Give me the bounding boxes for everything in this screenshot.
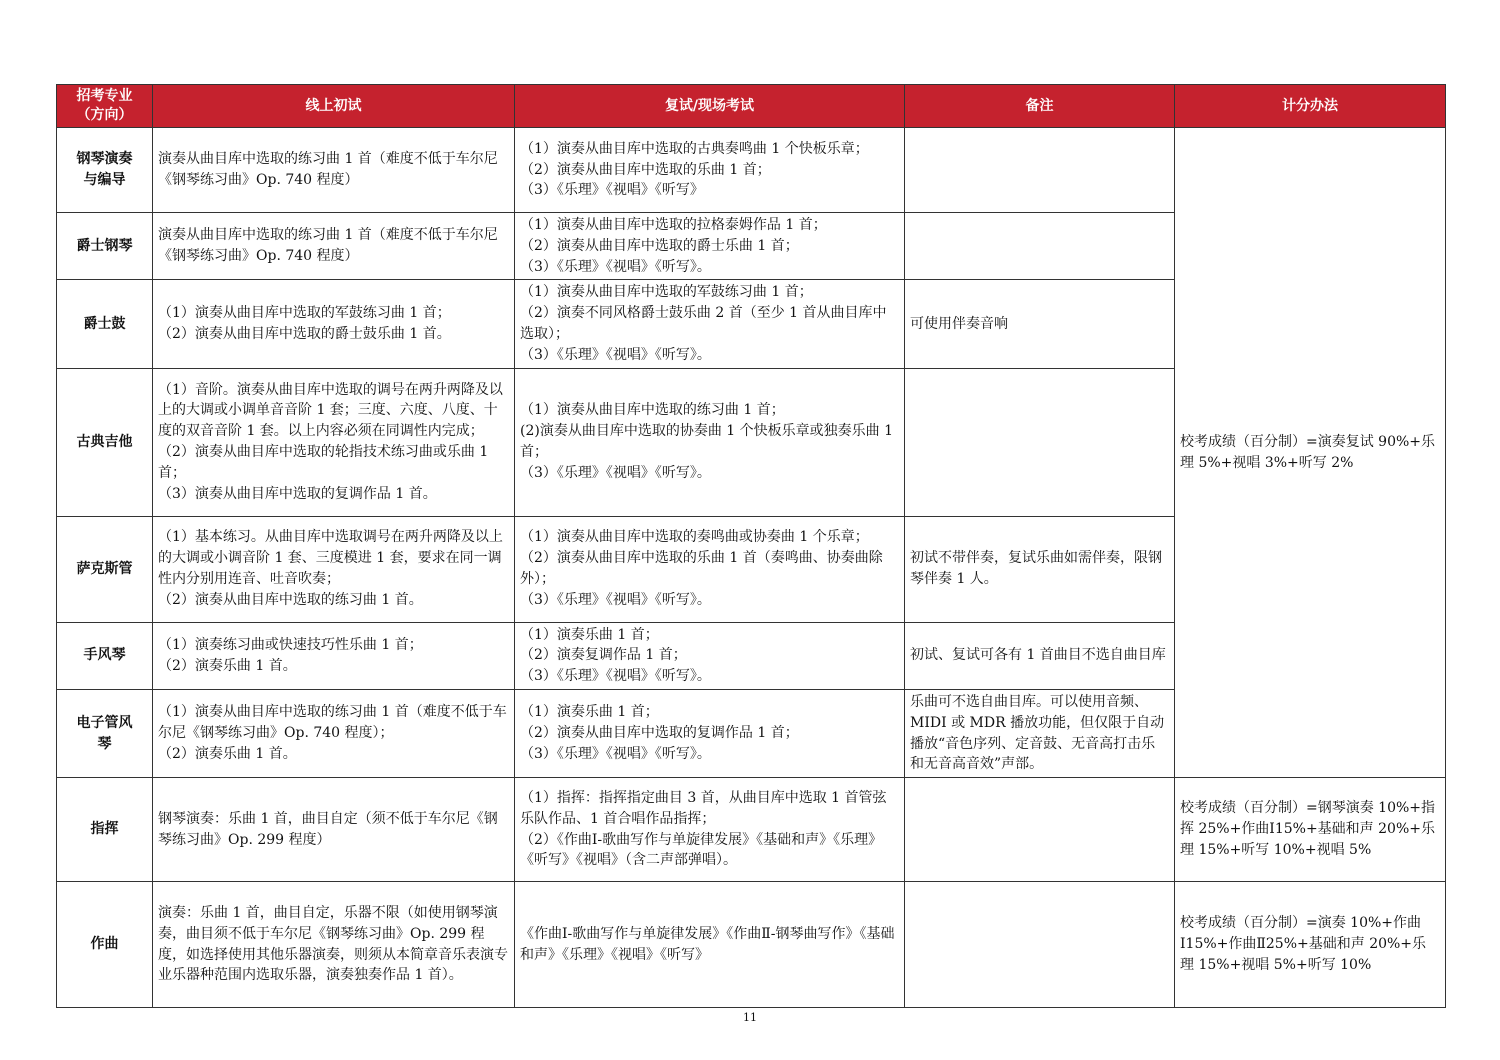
online-exam-cell-line: 演奏从曲目库中选取的练习曲 1 首（难度不低于车尔尼《钢琴练习曲》Op. 740 程度）: [158, 151, 498, 188]
notes-cell: 乐曲可不选自曲目库。可以使用音频、MIDI 或 MDR 播放功能，但仅限于自动播放“音色序列、定音鼓、无音高打击乐和无音高音效”声部。: [905, 689, 1175, 777]
online-exam-cell-line: （3）演奏从曲目库中选取的复调作品 1 首。: [158, 485, 437, 502]
retest-cell-line: （2）演奏复调作品 1 首；: [520, 647, 687, 664]
online-exam-cell-line: 演奏从曲目库中选取的练习曲 1 首（难度不低于车尔尼《钢琴练习曲》Op. 740 程度）: [158, 227, 498, 265]
major-name: 电子管风 琴: [57, 689, 153, 777]
retest-cell-line: （3）《乐理》《视唱》《听写》。: [520, 591, 711, 608]
online-exam-cell-line: （1）演奏从曲目库中选取的军鼓练习曲 1 首；: [158, 305, 451, 322]
retest-cell: [515, 128, 905, 213]
online-exam-cell: [153, 368, 515, 516]
retest-cell: [515, 882, 905, 1008]
admission-requirements-table: [56, 84, 1446, 1008]
online-exam-cell: [153, 280, 515, 368]
notes-cell: [905, 882, 1175, 1008]
major-name: 指挥: [57, 778, 153, 882]
retest-cell: [515, 280, 905, 368]
retest-cell-line: （2）演奏不同风格爵士鼓乐曲 2 首（至少 1 首从曲目库中选取）；: [520, 305, 887, 342]
retest-cell-line: （1）演奏乐曲 1 首；: [520, 626, 659, 643]
major-name: 爵士钢琴: [57, 213, 153, 280]
major-name: 萨克斯管: [57, 516, 153, 622]
online-exam-cell: [153, 622, 515, 689]
retest-cell-line: （2）演奏从曲目库中选取的复调作品 1 首；: [520, 725, 799, 742]
online-exam-cell: [153, 882, 515, 1008]
page-number: 11: [743, 1011, 757, 1024]
online-exam-cell-line: （1）音阶。演奏从曲目库中选取的调号在两升两降及以上的大调或小调单音音阶 1 套；三度、六度、八度、十度的双音音阶 1 套。以上内容必须在同调性内完成；: [158, 381, 503, 440]
retest-cell-line: （3）《乐理》《视唱》《听写》。: [520, 346, 711, 363]
online-exam-cell-line: （1）演奏练习曲或快速技巧性乐曲 1 首；: [158, 636, 423, 653]
online-exam-cell-line: （1）演奏从曲目库中选取的练习曲 1 首（难度不低于车尔尼《钢琴练习曲》Op. 740 程度）；: [158, 704, 507, 742]
retest-cell-line: （2）演奏从曲目库中选取的乐曲 1 首；: [520, 161, 771, 178]
scoring-method: 校考成绩（百分制）=钢琴演奏 10%+指挥 25%+作曲Ⅰ15%+基础和声 20%+乐理 15%+听写 10%+视唱 5%: [1175, 778, 1446, 882]
notes-cell: 初试、复试可各有 1 首曲目不选自曲目库: [905, 622, 1175, 689]
retest-cell-line: （3）《乐理》《视唱》《听写》。: [520, 668, 711, 685]
major-name: 爵士鼓: [57, 280, 153, 368]
header-online-exam: 线上初试: [153, 85, 515, 128]
table-row: [57, 128, 1446, 213]
retest-cell-line: （1）演奏从曲目库中选取的奏鸣曲或协奏曲 1 个乐章；: [520, 529, 869, 546]
online-exam-cell-line: 演奏：乐曲 1 首，曲目自定，乐器不限（如使用钢琴演奏，曲目须不低于车尔尼《钢琴练习曲》Op. 299 程度，如选择使用其他乐器演奏，则须从本简章音乐表演专业乐器种范围内选取乐器，演奏独奏作品 1 首）。: [158, 905, 508, 984]
major-name: 手风琴: [57, 622, 153, 689]
table-row: [57, 882, 1446, 1008]
online-exam-cell: [153, 516, 515, 622]
retest-cell-line: （3）《乐理》《视唱》《听写》。: [520, 464, 711, 481]
retest-cell-line: （3）《乐理》《视唱》《听写》。: [520, 258, 711, 275]
retest-cell: [515, 213, 905, 280]
online-exam-cell: [153, 213, 515, 280]
notes-cell: [905, 778, 1175, 882]
retest-cell-line: （1）指挥：指挥指定曲目 3 首，从曲目库中选取 1 首管弦乐队作品、1 首合唱作品指挥；: [520, 790, 887, 827]
retest-cell: [515, 778, 905, 882]
online-exam-cell-line: （2）演奏乐曲 1 首。: [158, 657, 297, 674]
retest-cell: [515, 689, 905, 777]
table-row: [57, 778, 1446, 882]
online-exam-cell-line: （2）演奏从曲目库中选取的爵士鼓乐曲 1 首。: [158, 325, 451, 342]
scoring-method: 校考成绩（百分制）=演奏 10%+作曲Ⅰ15%+作曲Ⅱ25%+基础和声 20%+乐理 15%+视唱 5%+听写 10%: [1175, 882, 1446, 1008]
scoring-method: 校考成绩（百分制）=演奏复试 90%+乐理 5%+视唱 3%+听写 2%: [1175, 128, 1446, 778]
major-name: 作曲: [57, 882, 153, 1008]
online-exam-cell: [153, 778, 515, 882]
online-exam-cell-line: （2）演奏从曲目库中选取的轮指技术练习曲或乐曲 1 首；: [158, 444, 489, 481]
retest-cell: [515, 516, 905, 622]
notes-cell: [905, 368, 1175, 516]
notes-cell: 初试不带伴奏，复试乐曲如需伴奏，限钢琴伴奏 1 人。: [905, 516, 1175, 622]
retest-cell-line: (2)演奏从曲目库中选取的协奏曲 1 个快板乐章或独奏乐曲 1 首；: [520, 423, 893, 461]
notes-cell: 可使用伴奏音响: [905, 280, 1175, 368]
notes-cell: [905, 213, 1175, 280]
table-header-row: [57, 85, 1446, 128]
header-major: 招考专业 （方向）: [57, 85, 153, 128]
retest-cell-line: （3）《乐理》《视唱》《听写》。: [520, 745, 711, 762]
retest-cell-line: （1）演奏从曲目库中选取的古典奏鸣曲 1 个快板乐章；: [520, 140, 869, 157]
header-scoring: 计分办法: [1175, 85, 1446, 128]
online-exam-cell-line: （1）基本练习。从曲目库中选取调号在两升两降及以上的大调或小调音阶 1 套、三度模进 1 套，要求在同一调性内分别用连音、吐音吹奏；: [158, 529, 503, 588]
header-notes: 备注: [905, 85, 1175, 128]
notes-cell: [905, 128, 1175, 213]
retest-cell: [515, 368, 905, 516]
retest-cell-line: （1）演奏从曲目库中选取的拉格泰姆作品 1 首；: [520, 217, 827, 233]
retest-cell-line: （2）演奏从曲目库中选取的乐曲 1 首（奏鸣曲、协奏曲除外）；: [520, 550, 883, 588]
major-name: 钢琴演奏 与编导: [57, 128, 153, 213]
major-name: 古典吉他: [57, 368, 153, 516]
retest-cell-line: （2）演奏从曲目库中选取的爵士乐曲 1 首；: [520, 237, 799, 254]
online-exam-cell-line: （2）演奏从曲目库中选取的练习曲 1 首。: [158, 591, 423, 608]
retest-cell-line: （1）演奏乐曲 1 首；: [520, 704, 659, 721]
retest-cell-line: （1）演奏从曲目库中选取的军鼓练习曲 1 首；: [520, 284, 813, 301]
online-exam-cell-line: （2）演奏乐曲 1 首。: [158, 745, 297, 762]
online-exam-cell: [153, 128, 515, 213]
online-exam-cell-line: 钢琴演奏：乐曲 1 首，曲目自定（须不低于车尔尼《钢琴练习曲》Op. 299 程度）: [158, 810, 498, 848]
online-exam-cell: [153, 689, 515, 777]
header-retest: 复试/现场考试: [515, 85, 905, 128]
retest-cell-line: （3）《乐理》《视唱》《听写》: [520, 182, 704, 199]
retest-cell-line: （1）演奏从曲目库中选取的练习曲 1 首；: [520, 402, 785, 419]
retest-cell-line: （2）《作曲Ⅰ-歌曲写作与单旋律发展》《基础和声》《乐理》《听写》《视唱》（含二声部弹唱）。: [520, 831, 883, 869]
retest-cell: [515, 622, 905, 689]
retest-cell-line: 《作曲Ⅰ-歌曲写作与单旋律发展》《作曲Ⅱ-钢琴曲写作》《基础和声》《乐理》《视唱》《听写》: [520, 925, 895, 963]
